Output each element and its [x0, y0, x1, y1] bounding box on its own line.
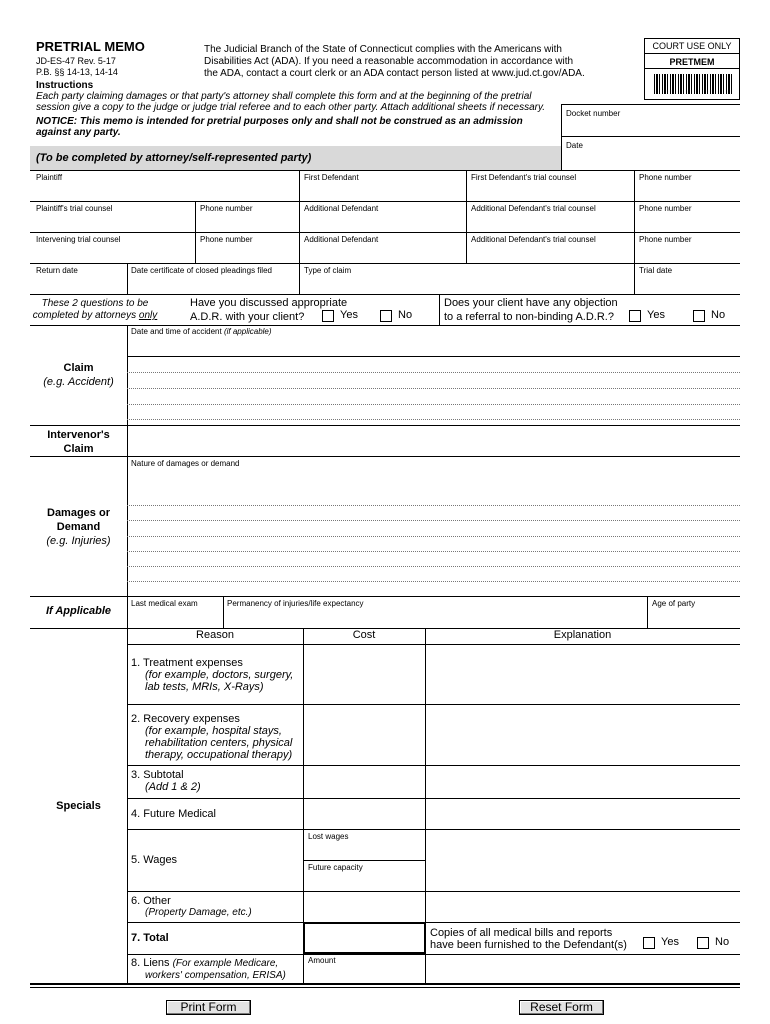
total-cost-field[interactable]	[303, 922, 426, 954]
print-form-button[interactable]: Print Form	[166, 1000, 251, 1015]
damages-description-field[interactable]	[129, 470, 739, 594]
copies-yes-label: Yes	[661, 936, 679, 948]
wages-explanation-field[interactable]	[427, 831, 739, 890]
treatment-note-2: lab tests, MRIs, X-Rays)	[145, 681, 264, 693]
adr-note-line-2	[30, 310, 160, 322]
notice-line-2: against any party.	[36, 127, 121, 138]
instructions-text	[36, 91, 545, 113]
row-wages: 5. Wages	[131, 854, 178, 866]
copies-no-label: No	[715, 936, 730, 948]
additional-defendant-counsel-label-2: Additional Defendant's trial counsel	[471, 235, 596, 244]
plaintiff-counsel-label: Plaintiff's trial counsel	[36, 204, 113, 213]
adr-q1-yes-checkbox[interactable]	[322, 310, 334, 322]
future-medical-explanation-field[interactable]	[427, 800, 739, 828]
recovery-explanation-field[interactable]	[427, 706, 739, 764]
adr-q1-yes-label: Yes	[340, 309, 358, 321]
intervenor-line-2: Claim	[63, 443, 94, 455]
subtotal-title: 3. Subtotal	[131, 769, 184, 781]
type-of-claim-label: Type of claim	[304, 266, 352, 275]
other-title: 6. Other	[131, 895, 171, 907]
damages-line-2: Demand	[56, 521, 101, 533]
date-label: Date	[566, 141, 583, 150]
adr-q2-no-checkbox[interactable]	[693, 310, 705, 322]
subtotal-explanation-field[interactable]	[427, 767, 739, 797]
reset-form-button[interactable]: Reset Form	[519, 1000, 604, 1015]
ada-line-3: the ADA, contact a court clerk or an ADA contact person listed at www.jud.ct.gov/ADA.	[204, 68, 585, 79]
treatment-title: 1. Treatment expenses	[131, 657, 243, 669]
copies-line-1: Copies of all medical bills and reports	[430, 927, 613, 939]
subtotal-note: (Add 1 & 2)	[145, 781, 201, 793]
claim-title: Claim	[63, 362, 94, 374]
phone-label-5: Phone number	[639, 235, 692, 244]
recovery-title: 2. Recovery expenses	[131, 713, 240, 725]
if-applicable-title: If Applicable	[46, 605, 111, 617]
copies-no-checkbox[interactable]	[697, 937, 709, 949]
instructions-heading: Instructions	[36, 80, 94, 91]
row-liens	[131, 957, 286, 982]
liens-title: 8. Liens	[131, 957, 173, 969]
amount-label: Amount	[308, 956, 336, 965]
adr-q2-yes-checkbox[interactable]	[629, 310, 641, 322]
intervening-counsel-label: Intervening trial counsel	[36, 235, 121, 244]
court-code: PRETMEM	[669, 57, 715, 67]
future-medical-cost-field[interactable]	[305, 800, 424, 828]
specials-title: Specials	[56, 800, 101, 812]
accident-date-text: Date and time of accident	[131, 327, 224, 336]
treatment-explanation-field[interactable]	[427, 646, 739, 703]
liens-note-2: workers' compensation, ERISA)	[145, 970, 286, 981]
barcode-image	[654, 74, 732, 94]
row-subtotal	[131, 769, 201, 793]
recovery-note-2: rehabilitation centers, physical	[145, 737, 293, 749]
damages-subtitle: (e.g. Injuries)	[46, 535, 111, 547]
adr-q2-line-1: Does your client have any objection	[444, 297, 618, 309]
plaintiff-label: Plaintiff	[36, 173, 63, 182]
adr-question-2	[444, 296, 618, 324]
return-date-label: Return date	[36, 266, 78, 275]
form-number: JD-ES-47 Rev. 5-17	[36, 56, 116, 66]
adr-note-text: completed by attorneys	[32, 310, 139, 321]
additional-defendant-label-1: Additional Defendant	[304, 204, 379, 213]
court-use-label: COURT USE ONLY	[652, 41, 732, 51]
claim-description-field[interactable]	[129, 357, 739, 425]
recovery-cost-field[interactable]	[305, 706, 424, 764]
adr-note-only: only	[138, 310, 158, 321]
row-future-medical: 4. Future Medical	[131, 808, 216, 820]
first-defendant-label: First Defendant	[304, 173, 359, 182]
treatment-note-1: (for example, doctors, surgery,	[145, 669, 294, 681]
subtotal-cost-field[interactable]	[305, 767, 424, 797]
treatment-cost-field[interactable]	[305, 646, 424, 703]
permanency-label: Permanency of injuries/life expectancy	[227, 599, 364, 608]
first-defendant-counsel-label: First Defendant's trial counsel	[471, 173, 577, 182]
intervenor-line-1: Intervenor's	[47, 429, 110, 441]
adr-q2-yes-label: Yes	[647, 309, 665, 321]
adr-q1-no-label: No	[398, 309, 413, 321]
row-total: 7. Total	[131, 932, 169, 944]
trial-date-label: Trial date	[639, 266, 673, 275]
damages-line-1: Damages or	[47, 507, 110, 519]
future-capacity-label: Future capacity	[308, 863, 363, 872]
adr-q1-no-checkbox[interactable]	[380, 310, 392, 322]
adr-q2-line-2: to a referral to non-binding A.D.R.?	[444, 311, 614, 323]
copies-furnished-text	[430, 927, 627, 951]
adr-q1-line-2: A.D.R. with your client?	[190, 311, 305, 323]
ada-notice	[204, 44, 592, 80]
docket-number-label: Docket number	[566, 109, 621, 118]
docket-number-field[interactable]	[563, 120, 739, 135]
instructions-line-2: session give a copy to the judge or judge trial referee and to each other party. Attach additional sheets if necessary.	[36, 102, 546, 113]
lost-wages-label: Lost wages	[308, 832, 349, 841]
age-of-party-label: Age of party	[652, 599, 696, 608]
additional-defendant-label-2: Additional Defendant	[304, 235, 379, 244]
ada-line-2: Disabilities Act (ADA). If you need a reasonable accommodation in accordance with	[204, 56, 574, 67]
notice-line-1: NOTICE: This memo is intended for pretrial purposes only and shall not be construed as an admission	[36, 116, 523, 127]
column-reason-header: Reason	[196, 629, 234, 641]
phone-label-1: Phone number	[639, 173, 692, 182]
notice-text	[36, 116, 523, 138]
last-medical-exam-label: Last medical exam	[131, 599, 198, 608]
phone-label-2: Phone number	[200, 204, 253, 213]
accident-date-label	[131, 327, 272, 336]
intervenor-claim-field[interactable]	[129, 427, 739, 455]
liens-line-1	[131, 957, 286, 970]
adr-note-line-1: These 2 questions to be	[41, 298, 149, 309]
copies-yes-checkbox[interactable]	[643, 937, 655, 949]
recovery-note-1: (for example, hospital stays,	[145, 725, 282, 737]
column-explanation-header: Explanation	[553, 629, 612, 641]
liens-note-1: (For example Medicare,	[172, 958, 279, 969]
date-field[interactable]	[563, 152, 739, 168]
column-cost-header: Cost	[352, 629, 376, 641]
adr-note	[30, 298, 160, 322]
adr-q2-no-label: No	[711, 309, 726, 321]
other-explanation-field[interactable]	[427, 893, 739, 921]
recovery-note-3: therapy, occupational therapy)	[145, 749, 293, 761]
claim-subtitle: (e.g. Accident)	[43, 376, 114, 388]
closed-pleadings-date-label: Date certificate of closed pleadings filed	[131, 266, 272, 275]
liens-explanation-field[interactable]	[427, 956, 739, 982]
section-banner-text: (To be completed by attorney/self-represented party)	[36, 152, 312, 164]
adr-q1-line-1: Have you discussed appropriate	[190, 297, 348, 309]
intervenor-claim-title	[30, 428, 127, 456]
row-treatment-expenses	[131, 657, 293, 693]
nature-of-damages-label: Nature of damages or demand	[131, 459, 240, 468]
form-title: PRETRIAL MEMO	[36, 39, 145, 54]
other-note: (Property Damage, etc.)	[145, 907, 252, 918]
damages-title	[30, 506, 127, 534]
row-recovery-expenses	[131, 713, 292, 761]
practice-book-rules: P.B. §§ 14-13, 14-14	[36, 67, 118, 77]
phone-label-3: Phone number	[639, 204, 692, 213]
instructions-line-1: Each party claiming damages or that party's attorney shall complete this form and at the beginning of the pretrial	[36, 91, 532, 102]
row-other	[131, 895, 252, 919]
other-cost-field[interactable]	[305, 893, 424, 921]
phone-label-4: Phone number	[200, 235, 253, 244]
copies-line-2: have been furnished to the Defendant(s)	[430, 939, 627, 951]
ada-line-1: The Judicial Branch of the State of Connecticut complies with the Americans with	[204, 44, 562, 55]
accident-date-note: (if applicable)	[223, 327, 272, 336]
additional-defendant-counsel-label-1: Additional Defendant's trial counsel	[471, 204, 596, 213]
